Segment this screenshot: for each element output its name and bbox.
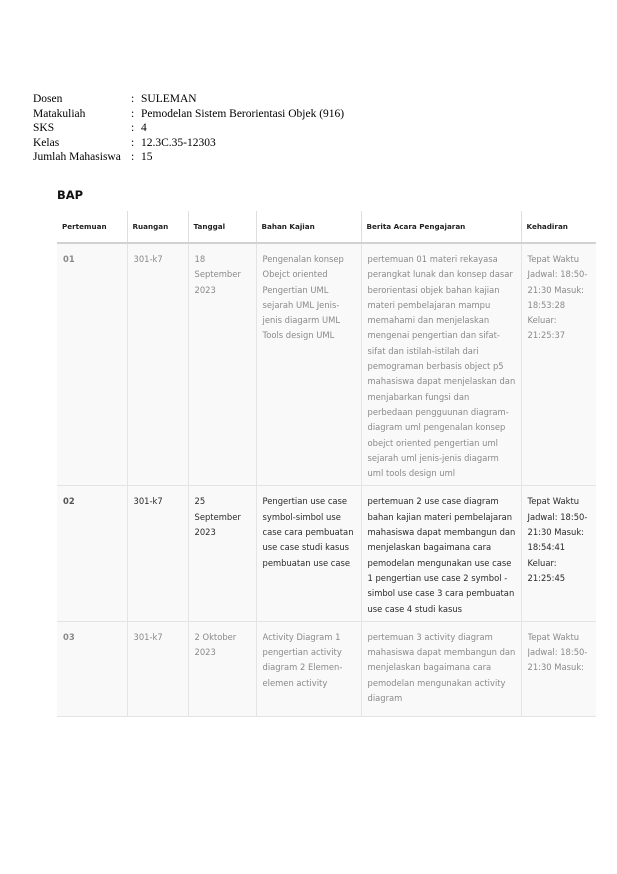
header-berita-acara: Berita Acara Pengajaran xyxy=(361,211,521,243)
cell-ruangan: 301-k7 xyxy=(127,243,188,486)
table-row xyxy=(57,621,596,716)
cell-bahan-kajian xyxy=(256,621,361,716)
cell-pertemuan: 02 xyxy=(57,486,127,621)
info-row-dosen xyxy=(33,92,344,107)
cell-pertemuan xyxy=(57,621,127,716)
cell-pertemuan-text: 03 xyxy=(63,631,75,642)
info-colon: : xyxy=(131,107,135,120)
table-row xyxy=(57,486,596,621)
header-bahan-kajian: Bahan Kajian xyxy=(256,211,361,243)
cell-kehadiran: Tepat Waktu Jadwal: 18:50-21:30 Masuk: 18:54:41 Keluar: 21:25:45 xyxy=(521,486,596,621)
info-value-dosen: SULEMAN xyxy=(141,93,197,105)
cell-ruangan xyxy=(127,621,188,716)
info-label: Kelas xyxy=(33,136,60,149)
cell-ruangan-text: 301-k7 xyxy=(133,631,163,642)
header-pertemuan: Pertemuan xyxy=(57,211,127,243)
cell-berita-acara-text: pertemuan 3 activity diagram mahasiswa dapat membangun dan menjelaskan bagaimana cara pemodelan mengunakan activity diagram xyxy=(367,631,516,704)
cell-berita-acara: pertemuan 2 use case diagram bahan kajian materi pembelajaran mahasiswa dapat membangun dan menjelaskan bagaimana cara pemodelan mengunakan use case 1 pengertian use case 2 symbol -simbol use case 3 cara pembuatan use case 4 studi kasus xyxy=(361,486,521,621)
bap-table xyxy=(57,211,596,717)
cell-ruangan: 301-k7 xyxy=(127,486,188,621)
info-value-kelas: 12.3C.35-12303 xyxy=(141,136,216,149)
cell-tanggal: 18 September 2023 xyxy=(188,243,256,486)
info-value-matakuliah: Pemodelan Sistem Berorientasi Objek (916) xyxy=(141,107,345,120)
course-info xyxy=(33,92,344,165)
info-row-jumlah-mahasiswa xyxy=(33,150,344,165)
cell-berita-acara xyxy=(361,621,521,716)
info-colon: : xyxy=(131,151,135,163)
info-label: Jumlah Mahasiswa xyxy=(33,151,121,163)
table-row xyxy=(57,243,596,486)
info-row-kelas xyxy=(33,136,344,151)
info-value-sks: 4 xyxy=(141,122,147,134)
cell-kehadiran xyxy=(521,621,596,716)
cell-berita-acara: pertemuan 01 materi rekayasa perangkat lunak dan konsep dasar berorientasi objek bahan kajian materi pembelajaran mampu memahami dan menjelaskan mengenai pengertian dan sifat-sifat dan istilah-istilah dari pemograman berbasis object p5 mahasiswa dapat menjelaskan dan menjabarkan fungsi dan perbedaan pengguunan diagram-diagram uml pengenalan konsep obejct oriented pengertian uml sejarah uml jenis-jenis diagarm uml tools design uml xyxy=(361,243,521,486)
info-label: Dosen xyxy=(33,93,63,105)
cell-tanggal: 25 September 2023 xyxy=(188,486,256,621)
table-header-row xyxy=(57,211,596,243)
header-tanggal: Tanggal xyxy=(188,211,256,243)
info-label: Matakuliah xyxy=(33,107,86,120)
cell-pertemuan: 01 xyxy=(57,243,127,486)
cell-kehadiran: Tepat Waktu Jadwal: 18:50-21:30 Masuk: 18:53:28 Keluar: 21:25:37 xyxy=(521,243,596,486)
cell-bahan-kajian-text: Activity Diagram 1 pengertian activity diagram 2 Elemen-elemen activity xyxy=(262,631,343,688)
header-kehadiran: Kehadiran xyxy=(521,211,596,243)
cell-kehadiran-text: Tepat Waktu Jadwal: 18:50-21:30 Masuk: xyxy=(527,631,588,673)
info-colon: : xyxy=(131,93,135,105)
info-label: SKS xyxy=(33,122,55,134)
info-row-matakuliah xyxy=(33,107,344,122)
info-row-sks xyxy=(33,121,344,136)
cell-bahan-kajian: Pengertian use case symbol-simbol use case cara pembuatan use case studi kasus pembuatan use case xyxy=(256,486,361,621)
section-title: BAP xyxy=(57,188,84,202)
cell-bahan-kajian: Pengenalan konsep Obejct oriented Pengertian UML sejarah UML Jenis-jenis diagarm UML Tools design UML xyxy=(256,243,361,486)
cell-tanggal xyxy=(188,621,256,716)
info-value-jumlah-mahasiswa: 15 xyxy=(141,151,153,163)
info-colon: : xyxy=(131,136,135,149)
info-colon: : xyxy=(131,122,135,134)
header-ruangan: Ruangan xyxy=(127,211,188,243)
cell-tanggal-text: 2 Oktober 2023 xyxy=(194,631,237,658)
